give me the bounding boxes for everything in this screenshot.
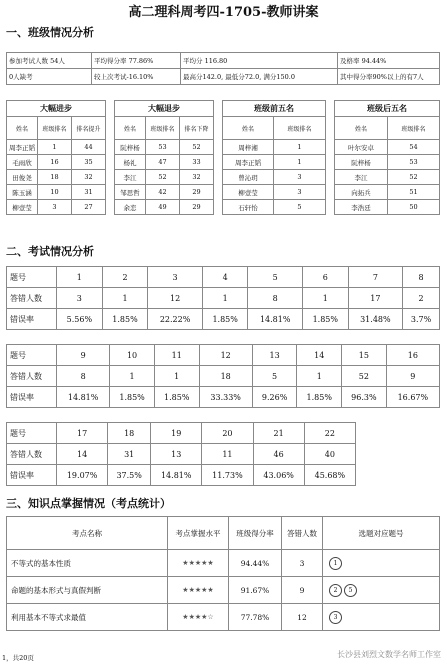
summary-row-1 bbox=[7, 53, 440, 69]
top-five-caption: 班级前五名 bbox=[222, 100, 326, 116]
exam-table-3 bbox=[6, 422, 356, 486]
table-row: 柳壹莹 3 27 bbox=[7, 200, 106, 215]
table-row: 李江 52 32 bbox=[115, 170, 214, 185]
knowledge-table bbox=[6, 516, 440, 631]
summary-cell: 及格率 94.44% bbox=[338, 53, 440, 69]
summary-cell: 平均得分率 77.86% bbox=[92, 53, 181, 69]
table-row: 邹思哲 42 29 bbox=[115, 185, 214, 200]
row-label: 错误率 bbox=[7, 309, 57, 330]
question-number-badge[interactable]: 5 bbox=[344, 584, 357, 597]
error-rate-row: 错误率 5.56% 1.85% 22.22% 1.85% 14.81% 1.85% 31.48% 3.7% bbox=[7, 309, 440, 330]
col-header: 姓名 bbox=[7, 117, 38, 140]
fall-caption: 大幅退步 bbox=[114, 100, 214, 116]
wrong-count-row: 答错人数 14 31 13 11 46 40 bbox=[7, 444, 356, 465]
col-header: 姓名 bbox=[335, 117, 388, 140]
summary-cell: 其中得分率90%以上的有7人 bbox=[338, 69, 440, 85]
col-header: 班级排名 bbox=[146, 117, 180, 140]
rise-table bbox=[6, 100, 106, 215]
col-header: 班级排名 bbox=[38, 117, 72, 140]
rise-caption: 大幅进步 bbox=[6, 100, 106, 116]
question-row: 题号 1 2 3 4 5 6 7 8 bbox=[7, 267, 440, 288]
summary-cell: 最高分142.0, 最低分72.0, 满分150.0 bbox=[181, 69, 338, 85]
bottom-five-caption: 班级后五名 bbox=[334, 100, 440, 116]
table-row: 利用基本不等式求最值 ★★★★☆ 77.78% 12 3 bbox=[7, 604, 440, 631]
col-header: 答错人数 bbox=[282, 517, 323, 550]
row-label: 答错人数 bbox=[7, 444, 57, 465]
table-row: 李浩廷 50 bbox=[335, 200, 440, 215]
exam-table-1 bbox=[6, 266, 440, 330]
bottom-five-table bbox=[334, 100, 440, 215]
table-row: 向拓兵 51 bbox=[335, 185, 440, 200]
question-row: 题号 17 18 19 20 21 22 bbox=[7, 423, 356, 444]
col-header: 考点掌握水平 bbox=[168, 517, 229, 550]
col-header: 排名提升 bbox=[72, 117, 106, 140]
wrong-count-row: 答错人数 8 1 1 18 5 1 52 9 bbox=[7, 366, 440, 387]
row-label: 题号 bbox=[7, 423, 57, 444]
table-row: 周梓湘 1 bbox=[223, 140, 326, 155]
row-label: 答错人数 bbox=[7, 366, 57, 387]
question-number-badge[interactable]: 3 bbox=[329, 611, 342, 624]
table-row: 杨礼 47 33 bbox=[115, 155, 214, 170]
mastery-stars: ★★★★★ bbox=[168, 577, 229, 604]
table-row: 陈玉涵 10 31 bbox=[7, 185, 106, 200]
table-row: 田俊尧 18 32 bbox=[7, 170, 106, 185]
table-row: 周李正韬 1 44 bbox=[7, 140, 106, 155]
table-row: 李江 52 bbox=[335, 170, 440, 185]
error-rate-row: 错误率 14.81% 1.85% 1.85% 33.33% 9.26% 1.85% 96.3% 16.67% bbox=[7, 387, 440, 408]
table-row: 曾沁玥 3 bbox=[223, 170, 326, 185]
row-label: 题号 bbox=[7, 345, 57, 366]
col-header: 考点名称 bbox=[7, 517, 168, 550]
question-number-badge[interactable]: 1 bbox=[329, 557, 342, 570]
summary-cell: 0人缺考 bbox=[7, 69, 92, 85]
error-rate-row: 错误率 19.07% 37.5% 14.81% 11.73% 43.06% 45.68% bbox=[7, 465, 356, 486]
section-class-analysis: 一、班级情况分析 bbox=[6, 26, 94, 39]
table-row: 阮梓杨 53 52 bbox=[115, 140, 214, 155]
watermark: 长沙县刘烈文数学名师工作室 bbox=[337, 650, 441, 659]
col-header: 班级排名 bbox=[274, 117, 326, 140]
table-row: 周李正韬 1 bbox=[223, 155, 326, 170]
section-knowledge: 三、知识点掌握情况（考点统计） bbox=[6, 497, 171, 510]
table-row: 阮梓杨 53 bbox=[335, 155, 440, 170]
table-row: 柳壹莹 3 bbox=[223, 185, 326, 200]
mastery-stars: ★★★★★ bbox=[168, 550, 229, 577]
table-row: 余恋 49 29 bbox=[115, 200, 214, 215]
row-label: 题号 bbox=[7, 267, 57, 288]
table-row: 叶尔安卓 54 bbox=[335, 140, 440, 155]
table-row: 不等式的基本性质 ★★★★★ 94.44% 3 1 bbox=[7, 550, 440, 577]
col-header: 姓名 bbox=[115, 117, 146, 140]
summary-row-2 bbox=[7, 69, 440, 85]
table-row: 毛雨欣 16 35 bbox=[7, 155, 106, 170]
question-number-badge[interactable]: 2 bbox=[329, 584, 342, 597]
page-indicator: 1，共20页 bbox=[2, 654, 34, 662]
col-header: 班级排名 bbox=[388, 117, 440, 140]
fall-table bbox=[114, 100, 214, 215]
col-header: 选题对应题号 bbox=[323, 517, 440, 550]
summary-cell: 平均分 116.80 bbox=[181, 53, 338, 69]
table-row: 石轩怡 5 bbox=[223, 200, 326, 215]
exam-table-2 bbox=[6, 344, 440, 408]
wrong-count-row: 答错人数 3 1 12 1 8 1 17 2 bbox=[7, 288, 440, 309]
summary-table bbox=[6, 52, 440, 85]
page-title: 高二理科周考四-1705-教师讲案 bbox=[128, 5, 319, 20]
col-header: 班级得分率 bbox=[229, 517, 282, 550]
summary-cell: 参加考试人数 54人 bbox=[7, 53, 92, 69]
summary-cell: 较上次考试-16.10% bbox=[92, 69, 181, 85]
mastery-stars: ★★★★☆ bbox=[168, 604, 229, 631]
row-label: 答错人数 bbox=[7, 288, 57, 309]
row-label: 错误率 bbox=[7, 387, 57, 408]
col-header: 排名下降 bbox=[180, 117, 214, 140]
row-label: 错误率 bbox=[7, 465, 57, 486]
section-exam-analysis: 二、考试情况分析 bbox=[6, 245, 94, 258]
table-row: 命题的基本形式与真假判断 ★★★★★ 91.67% 9 2 5 bbox=[7, 577, 440, 604]
col-header: 姓名 bbox=[223, 117, 274, 140]
question-row: 题号 9 10 11 12 13 14 15 16 bbox=[7, 345, 440, 366]
top-five-table bbox=[222, 100, 326, 215]
